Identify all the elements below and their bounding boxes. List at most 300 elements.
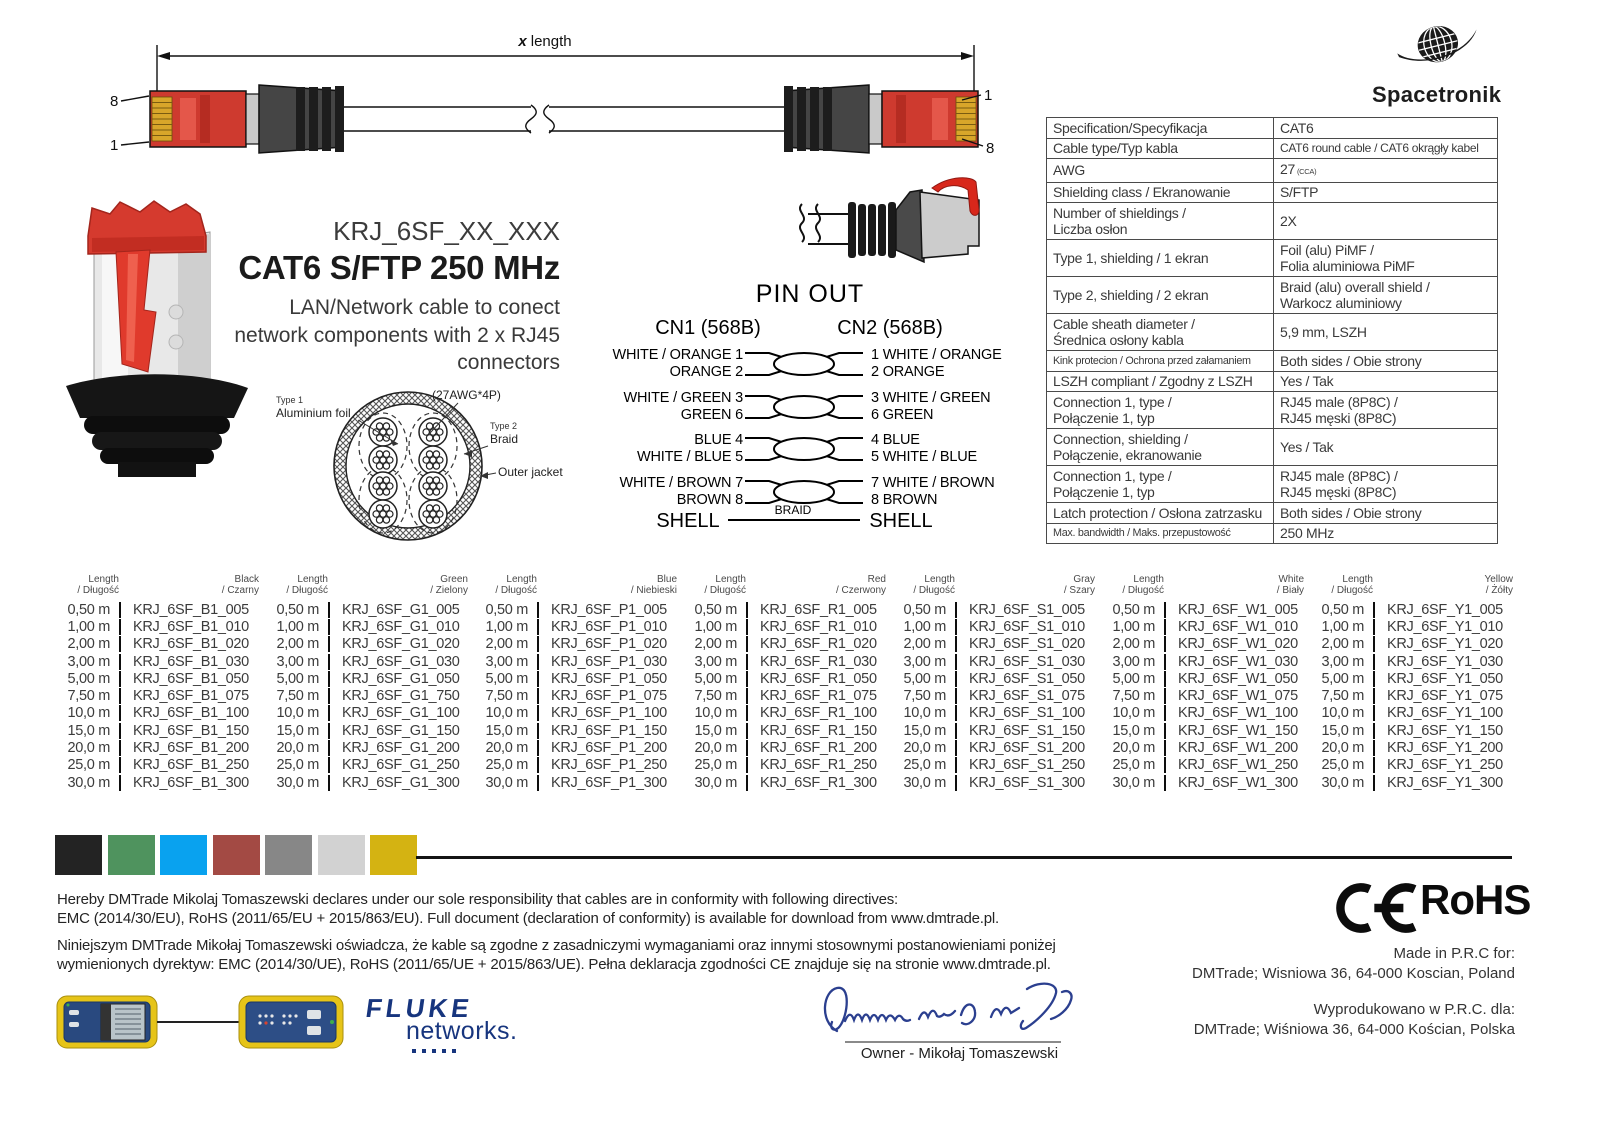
part-code: KRJ_6SF_S1_010 xyxy=(955,619,1085,635)
spec-value-line: Braid (alu) overall shield / xyxy=(1280,278,1430,295)
part-row xyxy=(264,705,470,722)
part-length: 2,00 m xyxy=(903,636,946,653)
part-code: KRJ_6SF_S1_250 xyxy=(955,757,1085,773)
spec-value-line: CAT6 xyxy=(1280,119,1314,136)
spec-label-line: LSZH compliant / Zgodny z LSZH xyxy=(1053,373,1253,389)
part-row xyxy=(1100,739,1306,756)
right-connector-drawing xyxy=(784,85,978,153)
spec-value-line: RJ45 męski (8P8C) xyxy=(1280,484,1397,500)
length-header-line: / Długość xyxy=(913,585,955,596)
part-length: 5,00 m xyxy=(903,670,946,687)
globe-icon xyxy=(1388,22,1484,76)
part-row xyxy=(682,774,888,791)
spec-row xyxy=(1047,314,1497,351)
spec-row xyxy=(1047,466,1497,503)
part-code: KRJ_6SF_W1_200 xyxy=(1164,740,1298,756)
fluke-logo-dots xyxy=(412,1049,517,1053)
part-row xyxy=(55,757,261,774)
part-length: 10,0 m xyxy=(1321,705,1364,722)
spec-value xyxy=(1274,429,1497,465)
part-row xyxy=(473,722,679,739)
length-header-line: Length xyxy=(1133,574,1164,585)
spec-row xyxy=(1047,392,1497,429)
spec-label-line: Cable sheath diameter / xyxy=(1053,315,1195,332)
part-row xyxy=(891,687,1097,704)
length-header xyxy=(473,574,537,596)
part-row xyxy=(891,757,1097,774)
pinout-pair-left xyxy=(595,347,743,381)
spec-value xyxy=(1274,203,1497,239)
part-code: KRJ_6SF_Y1_010 xyxy=(1373,619,1503,635)
spec-label-line: Type 2, shielding / 2 ekran xyxy=(1053,286,1209,303)
part-length: 2,00 m xyxy=(1321,636,1364,653)
part-length: 20,0 m xyxy=(1321,740,1364,757)
spec-label-line: Connection, shielding / xyxy=(1053,430,1188,447)
part-length: 1,00 m xyxy=(903,618,946,635)
part-code: KRJ_6SF_P1_075 xyxy=(537,688,667,704)
part-code: KRJ_6SF_Y1_300 xyxy=(1373,775,1503,791)
part-length: 30,0 m xyxy=(485,774,528,791)
color-header xyxy=(1277,574,1304,596)
rohs-mark: RoHS xyxy=(1420,876,1531,923)
part-length: 20,0 m xyxy=(485,740,528,757)
part-row xyxy=(1309,636,1515,653)
part-length: 7,50 m xyxy=(1112,688,1155,705)
part-row xyxy=(1309,601,1515,618)
pinout-wire-label: WHITE / ORANGE 1 xyxy=(612,347,743,363)
color-swatch xyxy=(108,835,155,875)
part-row xyxy=(682,618,888,635)
part-length: 25,0 m xyxy=(276,757,319,774)
spec-label-line: Latch protection / Osłona zatrzasku xyxy=(1053,504,1262,521)
pinout-wire-label: 6 GREEN xyxy=(871,406,934,423)
part-code: KRJ_6SF_Y1_030 xyxy=(1373,654,1503,670)
part-length: 0,50 m xyxy=(903,601,946,618)
part-code: KRJ_6SF_B1_200 xyxy=(119,740,249,756)
length-header-line: Length xyxy=(715,574,746,585)
spec-label xyxy=(1047,240,1274,276)
pinout-wire-label: ORANGE 2 xyxy=(669,364,743,380)
length-header xyxy=(264,574,328,596)
part-code: KRJ_6SF_W1_020 xyxy=(1164,636,1298,652)
declaration-polish xyxy=(57,937,1072,974)
spec-label-line: Connection 1, type / xyxy=(1053,467,1172,484)
spec-value-line: 2X xyxy=(1280,212,1297,229)
spec-value-line: RJ45 male (8P8C) / xyxy=(1280,393,1398,410)
part-length: 1,00 m xyxy=(1112,618,1155,635)
part-code: KRJ_6SF_G1_200 xyxy=(328,740,460,756)
part-row xyxy=(1309,739,1515,756)
part-code: KRJ_6SF_G1_150 xyxy=(328,723,460,739)
part-code: KRJ_6SF_Y1_020 xyxy=(1373,636,1503,652)
part-code: KRJ_6SF_S1_050 xyxy=(955,671,1085,687)
product-description xyxy=(200,294,560,377)
declaration-line: Hereby DMTrade Mikolaj Tomaszewski declares under our sole responsibility that cables are in conformity with following directives: xyxy=(57,891,899,908)
spec-row xyxy=(1047,429,1497,466)
part-row xyxy=(264,774,470,791)
product-description-line: connectors xyxy=(457,351,560,374)
brand-logo xyxy=(1372,22,1500,108)
color-header-line: Blue xyxy=(656,574,677,585)
part-length: 10,0 m xyxy=(694,705,737,722)
spec-value xyxy=(1274,118,1497,138)
part-row xyxy=(891,653,1097,670)
part-row xyxy=(264,618,470,635)
part-length: 25,0 m xyxy=(1112,757,1155,774)
part-code: KRJ_6SF_R1_030 xyxy=(746,654,877,670)
declaration-line: EMC (2014/30/EU), RoHS (2011/65/EU + 2015/863/EU). Full document (declaration of conformity) is available for download from www.dmtrade.pl. xyxy=(57,909,999,927)
part-length: 20,0 m xyxy=(1112,740,1155,757)
color-swatch xyxy=(318,835,365,875)
color-swatch xyxy=(213,835,260,875)
spec-value-line: RJ45 męski (8P8C) xyxy=(1280,410,1397,426)
part-code: KRJ_6SF_Y1_050 xyxy=(1373,671,1503,687)
part-column-header xyxy=(55,574,261,596)
part-row xyxy=(473,618,679,635)
color-header-line: Black xyxy=(234,574,259,585)
spec-value-line: 5,9 mm, LSZH xyxy=(1280,323,1367,340)
part-code: KRJ_6SF_R1_010 xyxy=(746,619,877,635)
part-code: KRJ_6SF_S1_075 xyxy=(955,688,1085,704)
braid-label: BRAID xyxy=(774,503,812,517)
color-swatch xyxy=(370,835,417,875)
part-length: 15,0 m xyxy=(485,722,528,739)
part-length: 7,50 m xyxy=(276,688,319,705)
spec-row xyxy=(1047,139,1497,160)
part-length: 20,0 m xyxy=(276,740,319,757)
color-header-line: / Biały xyxy=(1276,585,1304,596)
part-length: 10,0 m xyxy=(485,705,528,722)
made-in-en-line: DMTrade; Wisniowa 36, 64-000 Koscian, Poland xyxy=(1192,964,1515,982)
connector-side-diagram xyxy=(772,170,987,280)
color-header-line: / Żółty xyxy=(1485,585,1513,596)
part-length: 30,0 m xyxy=(276,774,319,791)
part-length: 2,00 m xyxy=(694,636,737,653)
part-length: 0,50 m xyxy=(694,601,737,618)
part-row xyxy=(1100,601,1306,618)
spec-row xyxy=(1047,183,1497,204)
part-row xyxy=(1309,774,1515,791)
pinout-pair xyxy=(595,389,1005,425)
cn2-label: CN2 (568B) xyxy=(837,317,943,339)
length-header-line: / Długość xyxy=(1331,585,1373,596)
part-row xyxy=(473,670,679,687)
declaration-line: Niniejszym DMTrade Mikołaj Tomaszewski oświadcza, że kable są zgodne z zasadniczymi wymaganiami oraz innymi stosownymi postanowieniami poniżej xyxy=(57,937,1056,954)
pinout-wire-label: 5 WHITE / BLUE xyxy=(871,449,977,465)
part-code: KRJ_6SF_G1_250 xyxy=(328,757,460,773)
type2-small-label: Type 2 xyxy=(490,421,518,431)
part-row xyxy=(1100,757,1306,774)
pinout-wire-label: BLUE 4 xyxy=(694,432,743,448)
spec-label-line: Liczba osłon xyxy=(1053,221,1128,237)
part-code: KRJ_6SF_W1_100 xyxy=(1164,705,1298,721)
part-code: KRJ_6SF_B1_150 xyxy=(119,723,249,739)
part-row xyxy=(1100,636,1306,653)
part-code: KRJ_6SF_R1_250 xyxy=(746,757,877,773)
spec-value-line: CAT6 round cable / CAT6 okrągły kabel xyxy=(1280,141,1479,155)
color-header-line: White xyxy=(1278,574,1304,585)
part-code: KRJ_6SF_P1_150 xyxy=(537,723,667,739)
part-row xyxy=(1309,687,1515,704)
part-column xyxy=(473,574,679,791)
spec-value-line: 27 (CCA) xyxy=(1280,160,1317,177)
length-header xyxy=(682,574,746,596)
pinout-shell-row xyxy=(595,503,1005,544)
part-row xyxy=(264,739,470,756)
owner-signature xyxy=(815,977,1080,1041)
part-length: 0,50 m xyxy=(1112,601,1155,618)
length-header-line: / Długość xyxy=(77,585,119,596)
part-row xyxy=(1100,618,1306,635)
color-header-line: / Zielony xyxy=(430,585,468,596)
part-row xyxy=(1309,653,1515,670)
part-length: 7,50 m xyxy=(485,688,528,705)
spec-label xyxy=(1047,314,1274,350)
color-header-line: / Szary xyxy=(1063,585,1095,596)
part-row xyxy=(682,687,888,704)
part-length: 2,00 m xyxy=(276,636,319,653)
part-length: 30,0 m xyxy=(694,774,737,791)
part-row xyxy=(891,618,1097,635)
part-row xyxy=(473,739,679,756)
part-row xyxy=(473,705,679,722)
length-header-line: Length xyxy=(1342,574,1373,585)
part-row xyxy=(891,739,1097,756)
part-code: KRJ_6SF_W1_300 xyxy=(1164,775,1298,791)
part-code: KRJ_6SF_R1_300 xyxy=(746,775,877,791)
pinout-pair-left xyxy=(595,432,743,466)
part-code: KRJ_6SF_P1_300 xyxy=(537,775,667,791)
fluke-logo-text: FLUKE xyxy=(363,993,475,1023)
braid-type-label: Braid xyxy=(490,432,519,446)
pinout-pair-right xyxy=(871,475,994,509)
part-length: 7,50 m xyxy=(67,688,110,705)
spec-value xyxy=(1274,240,1497,276)
part-length: 25,0 m xyxy=(903,757,946,774)
part-row xyxy=(682,757,888,774)
part-code: KRJ_6SF_P1_100 xyxy=(537,705,667,721)
part-code: KRJ_6SF_Y1_200 xyxy=(1373,740,1503,756)
part-length: 0,50 m xyxy=(1321,601,1364,618)
part-row xyxy=(55,653,261,670)
part-code: KRJ_6SF_R1_150 xyxy=(746,723,877,739)
ce-mark-icon xyxy=(1324,878,1419,938)
fluke-networks-logo xyxy=(363,993,518,1053)
part-length: 0,50 m xyxy=(67,601,110,618)
spec-label xyxy=(1047,159,1274,182)
spec-value-line: S/FTP xyxy=(1280,184,1319,200)
twisted-pair-crossover-icon xyxy=(743,431,865,467)
part-row xyxy=(682,705,888,722)
spec-label xyxy=(1047,503,1274,523)
part-row xyxy=(264,757,470,774)
shell-left-label: SHELL xyxy=(656,510,720,532)
pinout-section xyxy=(595,280,1005,545)
part-code: KRJ_6SF_Y1_075 xyxy=(1373,688,1503,704)
spec-row xyxy=(1047,203,1497,240)
length-header xyxy=(891,574,955,596)
part-length: 15,0 m xyxy=(276,722,319,739)
part-length: 15,0 m xyxy=(1112,722,1155,739)
divider-line xyxy=(416,856,1512,859)
part-length: 3,00 m xyxy=(1112,653,1155,670)
part-code: KRJ_6SF_S1_200 xyxy=(955,740,1085,756)
color-header-line: / Czarny xyxy=(221,585,259,596)
part-row xyxy=(264,601,470,618)
part-code: KRJ_6SF_W1_030 xyxy=(1164,654,1298,670)
part-row xyxy=(1100,722,1306,739)
part-length: 7,50 m xyxy=(1321,688,1364,705)
declaration-line: wymienionych dyrektyw: EMC (2014/30/UE), RoHS (2011/65/UE + 2015/863/UE). Pełna deklaracja zgodności CE znajduje się na stronie www.dmtrade.pl. xyxy=(57,955,1051,973)
part-code: KRJ_6SF_G1_005 xyxy=(328,602,460,618)
length-header-line: / Długość xyxy=(704,585,746,596)
part-length: 25,0 m xyxy=(694,757,737,774)
part-code: KRJ_6SF_R1_100 xyxy=(746,705,877,721)
part-length: 15,0 m xyxy=(903,722,946,739)
length-header xyxy=(1100,574,1164,596)
part-row xyxy=(891,601,1097,618)
spec-row xyxy=(1047,503,1497,524)
spec-row xyxy=(1047,118,1497,139)
part-code: KRJ_6SF_R1_005 xyxy=(746,602,877,618)
part-row xyxy=(55,705,261,722)
spec-value xyxy=(1274,159,1497,182)
pinout-wire-label: 2 ORANGE xyxy=(871,364,945,380)
part-length: 3,00 m xyxy=(276,653,319,670)
part-length: 2,00 m xyxy=(67,636,110,653)
part-length: 20,0 m xyxy=(67,740,110,757)
twisted-pair-crossover-icon xyxy=(743,346,865,382)
part-column xyxy=(682,574,888,791)
part-row xyxy=(55,739,261,756)
part-length: 2,00 m xyxy=(1112,636,1155,653)
part-row xyxy=(891,670,1097,687)
part-row xyxy=(55,670,261,687)
made-in-en-line: Made in P.R.C for: xyxy=(1393,945,1515,962)
spec-value xyxy=(1274,503,1497,523)
pin-1-right-label: 1 xyxy=(984,87,993,104)
part-row xyxy=(473,687,679,704)
part-length: 15,0 m xyxy=(1321,722,1364,739)
spec-value xyxy=(1274,183,1497,203)
color-header-line: Yellow xyxy=(1484,574,1513,585)
pinout-pair-right xyxy=(871,347,1002,381)
part-code: KRJ_6SF_G1_100 xyxy=(328,705,460,721)
part-row xyxy=(891,774,1097,791)
spec-label xyxy=(1047,429,1274,465)
spec-row xyxy=(1047,277,1497,314)
spec-value xyxy=(1274,314,1497,350)
part-code: KRJ_6SF_S1_005 xyxy=(955,602,1085,618)
part-code: KRJ_6SF_B1_300 xyxy=(119,775,249,791)
spec-label-line: Kink protecion / Ochrona przed załamaniem xyxy=(1053,354,1251,367)
part-length: 25,0 m xyxy=(485,757,528,774)
spec-label-line: Specification/Specyfikacja xyxy=(1053,119,1208,136)
part-row xyxy=(682,722,888,739)
part-code: KRJ_6SF_S1_100 xyxy=(955,705,1085,721)
part-row xyxy=(264,636,470,653)
part-row xyxy=(682,636,888,653)
braid-line xyxy=(728,519,860,521)
part-length: 7,50 m xyxy=(694,688,737,705)
part-length: 10,0 m xyxy=(903,705,946,722)
pinout-wire-label: 1 WHITE / ORANGE xyxy=(871,347,1002,363)
cable-cross-section-diagram xyxy=(262,386,564,546)
part-length: 1,00 m xyxy=(694,618,737,635)
part-length: 0,50 m xyxy=(485,601,528,618)
color-header xyxy=(1064,574,1095,596)
part-length: 5,00 m xyxy=(694,670,737,687)
spec-label xyxy=(1047,524,1274,544)
part-code: KRJ_6SF_G1_020 xyxy=(328,636,460,652)
part-length: 3,00 m xyxy=(903,653,946,670)
product-model: KRJ_6SF_XX_XXX xyxy=(333,216,560,246)
part-code: KRJ_6SF_W1_250 xyxy=(1164,757,1298,773)
pinout-wire-label: 7 WHITE / BROWN xyxy=(871,474,995,491)
color-swatch xyxy=(55,835,102,875)
spec-label xyxy=(1047,277,1274,313)
part-table xyxy=(55,574,1515,791)
part-row xyxy=(55,601,261,618)
part-row xyxy=(1309,670,1515,687)
color-header xyxy=(631,574,677,596)
part-length: 5,00 m xyxy=(1321,670,1364,687)
part-row xyxy=(264,670,470,687)
made-in-pl-line: Wyprodukowano w P.R.C. dla: xyxy=(1313,1001,1515,1018)
pinout-wire-label: WHITE / GREEN 3 xyxy=(623,389,743,406)
part-code: KRJ_6SF_G1_030 xyxy=(328,654,460,670)
part-row xyxy=(682,670,888,687)
product-title-block xyxy=(200,216,560,377)
part-length: 1,00 m xyxy=(67,618,110,635)
spec-value-line: Folia aluminiowa PiMF xyxy=(1280,258,1415,274)
part-length: 2,00 m xyxy=(485,636,528,653)
pinout-wire-label: WHITE / BROWN 7 xyxy=(619,474,743,491)
part-code: KRJ_6SF_W1_075 xyxy=(1164,688,1298,704)
color-header-line: Red xyxy=(867,574,886,585)
spec-label xyxy=(1047,139,1274,159)
spec-row xyxy=(1047,372,1497,393)
part-row xyxy=(55,618,261,635)
aluminium-foil-label: Aluminium foil xyxy=(276,406,351,420)
part-length: 10,0 m xyxy=(67,705,110,722)
part-code: KRJ_6SF_P1_050 xyxy=(537,671,667,687)
product-description-line: network components with 2 x RJ45 xyxy=(234,323,560,347)
length-header-line: / Długość xyxy=(1122,585,1164,596)
part-length: 3,00 m xyxy=(694,653,737,670)
spec-row xyxy=(1047,159,1497,183)
part-length: 30,0 m xyxy=(1112,774,1155,791)
spec-value-line: Both sides / Obie strony xyxy=(1280,504,1422,521)
outer-jacket-label: Outer jacket xyxy=(498,465,563,479)
part-code: KRJ_6SF_W1_150 xyxy=(1164,723,1298,739)
part-column-header xyxy=(1309,574,1515,596)
spec-label-line: Połączenie, ekranowanie xyxy=(1053,447,1202,463)
length-header xyxy=(55,574,119,596)
part-code: KRJ_6SF_G1_010 xyxy=(328,619,460,635)
part-code: KRJ_6SF_P1_010 xyxy=(537,619,667,635)
pinout-pair-right xyxy=(871,432,977,466)
part-row xyxy=(264,653,470,670)
color-swatches xyxy=(55,835,417,875)
part-length: 1,00 m xyxy=(1321,618,1364,635)
part-row xyxy=(264,722,470,739)
part-row xyxy=(682,739,888,756)
pin-8-left-label: 8 xyxy=(110,93,119,110)
pinout-wire-label: BROWN 8 xyxy=(676,491,743,508)
spec-label-line: Shielding class / Ekranowanie xyxy=(1053,184,1231,200)
part-length: 1,00 m xyxy=(276,618,319,635)
